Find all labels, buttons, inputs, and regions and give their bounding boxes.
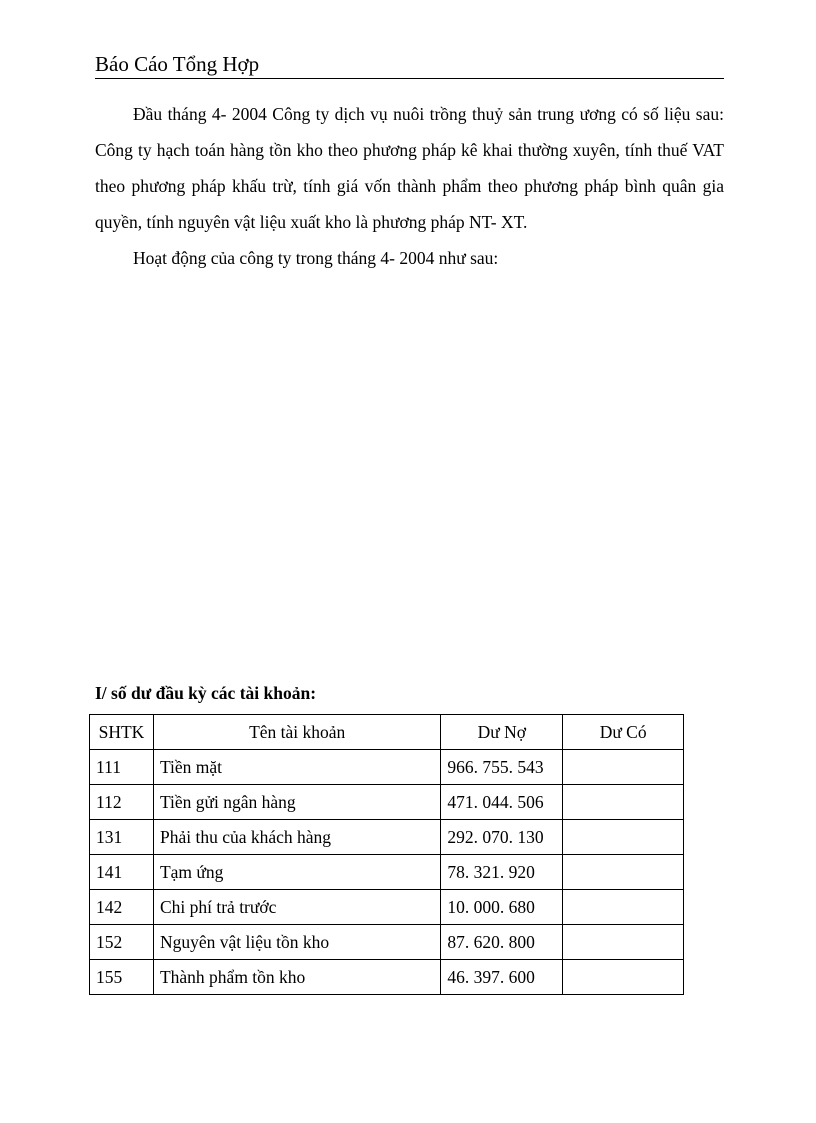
credit-balance <box>563 890 684 925</box>
table-row <box>90 785 684 820</box>
credit-balance <box>563 750 684 785</box>
account-name: Thành phẩm tồn kho <box>153 960 440 995</box>
table-row <box>90 890 684 925</box>
credit-balance <box>563 785 684 820</box>
table-row <box>90 925 684 960</box>
account-name: Tạm ứng <box>153 855 440 890</box>
debit-balance: 10. 000. 680 <box>441 890 563 925</box>
debit-balance: 471. 044. 506 <box>441 785 563 820</box>
account-code: 131 <box>90 820 154 855</box>
table-header-row <box>90 715 684 750</box>
account-code: 155 <box>90 960 154 995</box>
table-row <box>90 960 684 995</box>
account-code: 152 <box>90 925 154 960</box>
account-name: Phải thu của khách hàng <box>153 820 440 855</box>
credit-balance <box>563 820 684 855</box>
credit-balance <box>563 925 684 960</box>
intro-text <box>95 96 724 276</box>
debit-balance: 78. 321. 920 <box>441 855 563 890</box>
intro-paragraph-2: Hoạt động của công ty trong tháng 4- 2004 như sau: <box>133 248 499 268</box>
account-code: 142 <box>90 890 154 925</box>
debit-balance: 46. 397. 600 <box>441 960 563 995</box>
page-header <box>95 50 724 79</box>
account-code: 141 <box>90 855 154 890</box>
debit-balance: 292. 070. 130 <box>441 820 563 855</box>
header-account-code: SHTK <box>90 715 154 750</box>
credit-balance <box>563 855 684 890</box>
credit-balance <box>563 960 684 995</box>
account-name: Nguyên vật liệu tồn kho <box>153 925 440 960</box>
debit-balance: 87. 620. 800 <box>441 925 563 960</box>
table-row <box>90 855 684 890</box>
debit-balance: 966. 755. 543 <box>441 750 563 785</box>
header-credit: Dư Có <box>563 715 684 750</box>
table-row <box>90 750 684 785</box>
account-code: 111 <box>90 750 154 785</box>
intro-paragraph-1: Đầu tháng 4- 2004 Công ty dịch vụ nuôi trồng thuỷ sản trung ương có số liệu sau: Công ty hạch toán hàng tồn kho theo phương pháp kê khai thường xuyên, tính thuế VAT theo phương pháp khấu trừ, tính giá vốn thành phẩm theo phương pháp bình quân gia quyền, tính nguyên vật liệu xuất kho là phương pháp NT- XT. <box>95 104 724 232</box>
section-title: I/ số dư đầu kỳ các tài khoản: <box>95 683 317 703</box>
opening-balance-table <box>89 714 684 995</box>
account-code: 112 <box>90 785 154 820</box>
header-debit: Dư Nợ <box>441 715 563 750</box>
page-header-title: Báo Cáo Tổng Hợp <box>95 52 260 76</box>
header-account-name: Tên tài khoản <box>153 715 440 750</box>
account-name: Chi phí trả trước <box>153 890 440 925</box>
table-row <box>90 820 684 855</box>
account-name: Tiền mặt <box>153 750 440 785</box>
account-name: Tiền gửi ngân hàng <box>153 785 440 820</box>
